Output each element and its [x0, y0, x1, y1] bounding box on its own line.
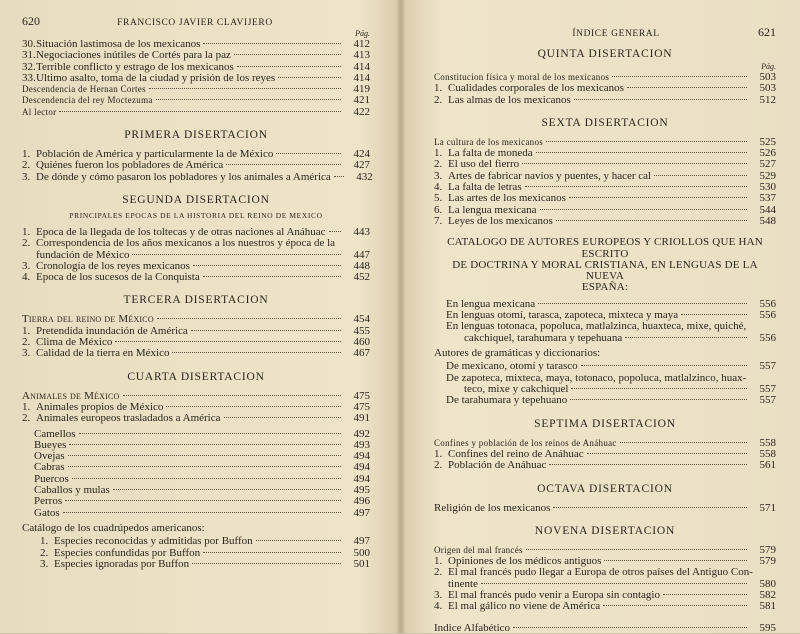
toc-subentry: Gatos 497 [34, 506, 370, 519]
section-heading: SEXTA DISERTACION [541, 116, 669, 129]
toc-entry: 1. Confines del reino de Anáhuac 558 [434, 447, 776, 460]
toc-entry: 3. Calidad de la tierra en México 467 [22, 347, 370, 360]
left-page [0, 0, 398, 633]
toc-entry: Confines y población de los reinos de Anáhuac 558 [434, 436, 776, 449]
running-head-title: ÍNDICE GENERAL [572, 29, 660, 39]
grammar-label: Autores de gramáticas y diccionarios: [434, 346, 601, 359]
page-number: 621 [758, 25, 776, 39]
toc-entry: 31. Negociaciones inútiles de Cortés para la paz 413 [22, 49, 370, 62]
toc-entry: 3. El mal francés pudo venir a Europa sin contagio 582 [434, 589, 776, 601]
toc-subentry: Puercos 494 [34, 472, 370, 485]
toc-entry: 2. Población de Anáhuac 561 [434, 459, 776, 472]
toc-entry: 4. La falta de letras 530 [434, 181, 776, 194]
right-running-head [434, 26, 776, 38]
toc-entry: 3. De dónde y cómo pasaron los pobladores y los animales a América 432 [22, 170, 373, 183]
toc-subentry: De zapoteca, mixteca, maya, totonaco, popoluca, matlalzinco, huax- [446, 371, 747, 384]
section-heading: QUINTA DISERTACION [537, 48, 673, 60]
toc-entry: 1. Cualidades corporales de los mexicanos 503 [434, 82, 776, 95]
toc-subentry: Camellos 492 [34, 427, 370, 440]
toc-subentry: 3. Especies ignoradas por Buffon 501 [40, 558, 370, 570]
toc-entry: 33. Ultimo asalto, toma de la ciudad y prisión de los reyes 414 [22, 71, 370, 84]
toc-entry-continuation: cakchiquel, tarahumara y tepehuana 556 [464, 331, 776, 344]
toc-entry-continuation: teco, mixe y cakchiquel 557 [464, 383, 776, 396]
toc-entry: 2. Clima de México 460 [22, 336, 370, 349]
toc-entry: 3. Cronología de los reyes mexicanos 448 [22, 259, 370, 272]
toc-entry: Animales de México 475 [22, 389, 370, 402]
toc-entry: 30. Situación lastimosa de los mexicanos 412 [22, 38, 370, 50]
section-subtitle: PRINCIPALES EPOCAS DE LA HISTORIA DEL REINO DE MEXICO [69, 210, 323, 220]
toc-entry: 1. Epoca de la llegada de los toltecas y de otras naciones al Anáhuac 443 [22, 225, 370, 238]
section-heading: CUARTA DISERTACION [127, 370, 265, 383]
catalog-label: Catálogo de los cuadrúpedos americanos: [22, 521, 205, 534]
toc-entry: 2. Quiénes fueron los pobladores de América 427 [22, 159, 370, 172]
toc-entry: 2. El mal francés pudo llegar a Europa de otros países del Antiguo Con- [434, 566, 753, 579]
toc-entry: 1. La falta de moneda 526 [434, 147, 776, 160]
section-heading: PRIMERA DISERTACION [124, 129, 268, 142]
toc-entry: Origen del mal francés 579 [434, 543, 776, 556]
right-page [404, 0, 800, 633]
toc-subentry: 2. Especies confundidas por Buffon 500 [40, 546, 370, 559]
toc-entry: Al lector 422 [22, 105, 370, 118]
toc-subentry: 1. Especies reconocidas y admitidas por Buffon 497 [40, 535, 370, 548]
section-heading: OCTAVA DISERTACION [537, 482, 673, 495]
toc-entry: 2. El uso del fierro 527 [434, 158, 776, 171]
toc-entry: 1. Animales propios de México 475 [22, 400, 370, 413]
toc-entry: Constitucion física y moral de los mexicanos 503 [434, 71, 776, 83]
section-heading: NOVENA DISERTACION [534, 524, 676, 537]
toc-entry: 4. El mal gálico no viene de América 581 [434, 600, 776, 613]
running-head-title: FRANCISCO JAVIER CLAVIJERO [117, 18, 273, 28]
section-heading: TERCERA DISERTACION [123, 294, 269, 307]
toc-entry: Descendencia del rey Moctezuma 421 [22, 94, 370, 107]
toc-entry: 5. Las artes de los mexicanos 537 [434, 192, 776, 205]
toc-entry: 1. Pretendida inundación de América 455 [22, 324, 370, 337]
toc-entry-continuation: tinente 580 [448, 577, 776, 590]
toc-subentry: Cabras 494 [34, 461, 370, 474]
pag-label: Pág. [355, 29, 370, 38]
pag-label: Pág. [761, 62, 776, 71]
toc-entry: 32. Terrible conflicto y estrago de los mexicanos 414 [22, 60, 370, 73]
toc-subentry: En lengua mexicana 556 [446, 297, 776, 310]
section-heading: SEGUNDA DISERTACION [122, 193, 270, 206]
toc-entry: 1. Opiniones de los médicos antiguos 579 [434, 555, 776, 568]
toc-entry: 1. Población de América y particularmente la de México 424 [22, 148, 370, 161]
left-running-head [22, 13, 370, 29]
toc-entry: 2. Animales europeos trasladados a América 491 [22, 412, 370, 425]
toc-subentry: Ovejas 494 [34, 450, 370, 463]
toc-entry: 7. Leyes de los mexicanos 548 [434, 214, 776, 227]
toc-entry: Indice Alfabético 595 [434, 621, 776, 634]
toc-subentry: Perros 496 [34, 495, 370, 508]
toc-entry: La cultura de los mexicanos 525 [434, 135, 776, 148]
toc-entry-continuation: fundación de México 447 [36, 248, 370, 261]
toc-entry: 3. Artes de fabricar navíos y puentes, y hacer cal 529 [434, 169, 776, 182]
toc-entry: Descendencia de Hernan Cortes 419 [22, 83, 370, 96]
page-number: 620 [22, 14, 40, 28]
toc-entry: 2. Correspondencia de los años mexicanos a los nuestros y época de la [22, 237, 336, 250]
toc-entry: 6. La lengua mexicana 544 [434, 203, 776, 216]
toc-subentry: Bueyes 493 [34, 438, 370, 451]
toc-subentry: De tarahumara y tepehuano 557 [446, 394, 776, 407]
section-heading: SEPTIMA DISERTACION [534, 417, 676, 430]
toc-subentry: De mexicano, otomí y tarasco 557 [446, 360, 776, 373]
toc-subentry: Caballos y mulas 495 [34, 484, 370, 497]
toc-entry: 2. Las almas de los mexicanos 512 [434, 93, 776, 106]
toc-entry: 4. Epoca de los sucesos de la Conquista 452 [22, 271, 370, 284]
toc-entry: Tierra del reino de México 454 [22, 313, 370, 326]
toc-subentry: En lenguas totonaca, popoluca, matlalzinca, huaxteca, mixe, quiché, [446, 320, 747, 333]
toc-entry: Religión de los mexicanos 571 [434, 501, 776, 514]
catalog-heading: CATALOGO DE AUTORES EUROPEOS Y CRIOLLOS QUE HAN ESCRITO DE DOCTRINA Y MORAL CRISTIANA, EN LENGUAS DE LA NUEVA ESPAÑA: [447, 236, 763, 294]
toc-subentry: En lenguas otomí, tarasca, zapoteca, mixteca y maya 556 [446, 309, 776, 322]
